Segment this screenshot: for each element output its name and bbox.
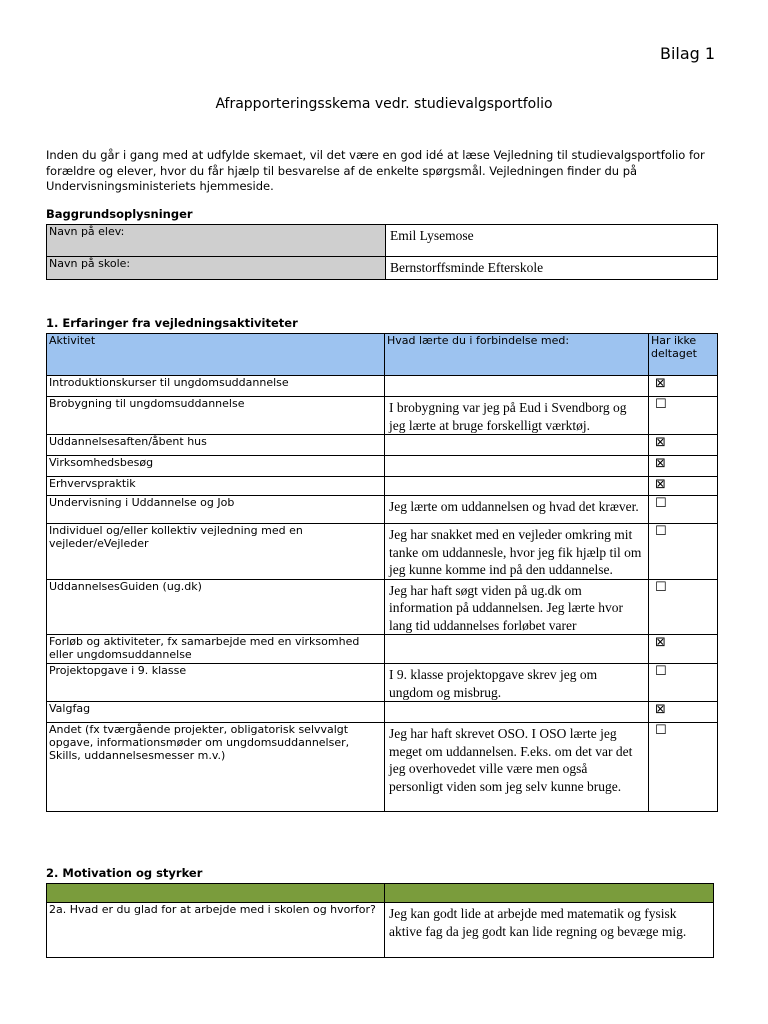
checked-box-icon[interactable]: ⊠ [649, 635, 718, 664]
not-participated-column-header: Har ikke deltaget [649, 334, 718, 376]
question-2a: 2a. Hvad er du glad for at arbejde med i skolen og hvorfor? [47, 903, 385, 958]
motivation-header-right [385, 884, 714, 903]
section2-title: 2. Motivation og styrker [46, 866, 203, 880]
learned-field[interactable]: Jeg har haft skrevet OSO. I OSO lærte jeg meget om uddannelsen. F.eks. om det var det jeg overhovedet ville være men også personligt viden som jeg selv kunne bruge. [385, 723, 649, 812]
checked-box-icon[interactable]: ⊠ [649, 376, 718, 397]
intro-paragraph: Inden du går i gang med at udfylde skemaet, vil det være en god idé at læse Vejledning til studievalgsportfolio for forældre og elever, hvor du får hjælp til besvarelse af de enkelte spørgsmål. Vejledningen finder du på Undervisningsministeriets hjemmeside. [46, 148, 705, 193]
learned-field[interactable] [385, 456, 649, 477]
activity-row [47, 702, 718, 723]
learned-field[interactable] [385, 477, 649, 496]
activity-row [47, 635, 718, 664]
learned-field[interactable]: I brobygning var jeg på Eud i Svendborg og jeg lærte at bruge forskelligt værktøj. [385, 397, 649, 435]
background-table [46, 224, 718, 280]
background-section-title: Baggrundsoplysninger [46, 207, 193, 221]
school-name-field[interactable]: Bernstorffsminde Efterskole [386, 257, 718, 280]
student-name-label: Navn på elev: [47, 225, 386, 257]
activity-row [47, 397, 718, 435]
activity-row [47, 477, 718, 496]
activity-row [47, 496, 718, 524]
checked-box-icon[interactable]: ⊠ [649, 477, 718, 496]
motivation-table [46, 883, 714, 958]
activity-row [47, 723, 718, 812]
activity-label: Brobygning til ungdomsuddannelse [47, 397, 385, 435]
answer-2a-field[interactable]: Jeg kan godt lide at arbejde med matematik og fysisk aktive fag da jeg godt kan lide regning og bevæge mig. [385, 903, 714, 958]
learned-field[interactable]: I 9. klasse projektopgave skrev jeg om ungdom og misbrug. [385, 664, 649, 702]
empty-checkbox-icon[interactable]: ☐ [649, 524, 718, 580]
bilag-label: Bilag 1 [660, 44, 716, 63]
activity-row [47, 664, 718, 702]
learned-field[interactable] [385, 376, 649, 397]
activity-label: Forløb og aktiviteter, fx samarbejde med en virksomhed eller ungdomsuddannelse [47, 635, 385, 664]
page-title: Afrapporteringsskema vedr. studievalgsportfolio [215, 96, 553, 112]
learned-field[interactable] [385, 435, 649, 456]
learned-field[interactable]: Jeg har haft søgt viden på ug.dk om information på uddannelsen. Jeg lærte hvor lang tid uddannelses forløbet varer [385, 579, 649, 635]
activity-label: Introduktionskurser til ungdomsuddannelse [47, 376, 385, 397]
learned-field[interactable]: Jeg lærte om uddannelsen og hvad det kræver. [385, 496, 649, 524]
learned-column-header: Hvad lærte du i forbindelse med: [385, 334, 649, 376]
student-name-field[interactable]: Emil Lysemose [386, 225, 718, 257]
school-name-label: Navn på skole: [47, 257, 386, 280]
checked-box-icon[interactable]: ⊠ [649, 702, 718, 723]
empty-checkbox-icon[interactable]: ☐ [649, 723, 718, 812]
activity-label: Undervisning i Uddannelse og Job [47, 496, 385, 524]
activity-label: Andet (fx tværgående projekter, obligatorisk selvvalgt opgave, informationsmøder om ungdomsuddannelser, Skills, uddannelsesmesser m.v.) [47, 723, 385, 812]
checked-box-icon[interactable]: ⊠ [649, 435, 718, 456]
activity-row [47, 579, 718, 635]
activity-label: Valgfag [47, 702, 385, 723]
activity-label: Individuel og/eller kollektiv vejledning med en vejleder/eVejleder [47, 524, 385, 580]
activity-row [47, 376, 718, 397]
activity-row [47, 524, 718, 580]
activity-column-header: Aktivitet [47, 334, 385, 376]
empty-checkbox-icon[interactable]: ☐ [649, 664, 718, 702]
checked-box-icon[interactable]: ⊠ [649, 456, 718, 477]
activity-label: UddannelsesGuiden (ug.dk) [47, 579, 385, 635]
activity-row [47, 456, 718, 477]
activity-label: Projektopgave i 9. klasse [47, 664, 385, 702]
motivation-header-left [47, 884, 385, 903]
section1-title: 1. Erfaringer fra vejledningsaktiviteter [46, 316, 298, 330]
activities-table [46, 333, 718, 812]
learned-field[interactable] [385, 635, 649, 664]
empty-checkbox-icon[interactable]: ☐ [649, 496, 718, 524]
empty-checkbox-icon[interactable]: ☐ [649, 397, 718, 435]
activity-label: Virksomhedsbesøg [47, 456, 385, 477]
activity-label: Uddannelsesaften/åbent hus [47, 435, 385, 456]
empty-checkbox-icon[interactable]: ☐ [649, 579, 718, 635]
learned-field[interactable] [385, 702, 649, 723]
activity-row [47, 435, 718, 456]
activity-label: Erhvervspraktik [47, 477, 385, 496]
learned-field[interactable]: Jeg har snakket med en vejleder omkring mit tanke om uddannesle, hvor jeg fik hjælp til om jeg kunne komme ind på den uddannelse. [385, 524, 649, 580]
